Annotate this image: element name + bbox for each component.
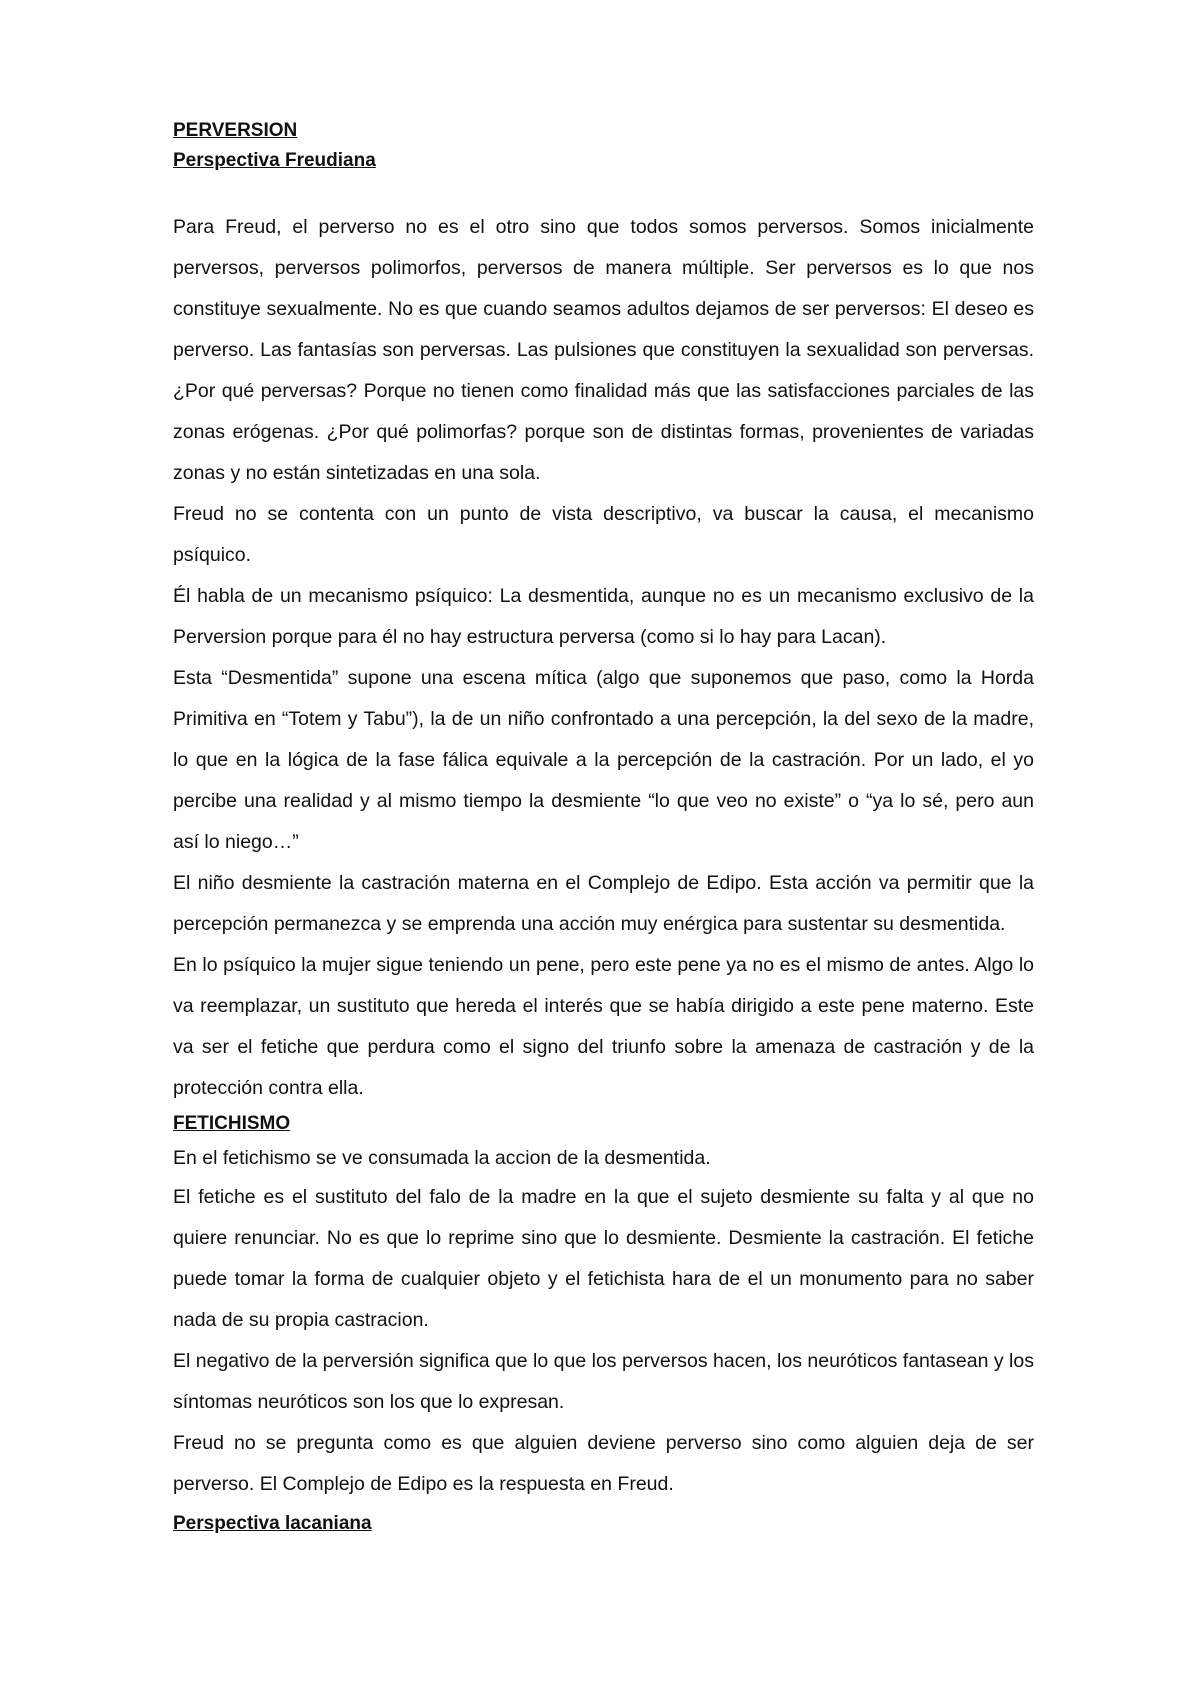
blank-line <box>173 176 1034 207</box>
paragraph: El fetiche es el sustituto del falo de la madre en la que el sujeto desmiente su falta y al que no quiere renunciar. No es que lo reprime sino que lo desmiente. Desmiente la castración. El fetiche puede tomar la forma de cualquier objeto y el fetichista hara de el un monumento para no saber nada de su propia castracion. <box>173 1186 1034 1331</box>
paragraph: Esta “Desmentida” supone una escena mítica (algo que suponemos que paso, como la Horda Primitiva en “Totem y Tabu”), la de un niño confrontado a una percepción, la del sexo de la madre, lo que en la lógica de la fase fálica equivale a la percepción de la castración. Por un lado, el yo percibe una realidad y al mismo tiempo la desmiente “lo que veo no existe” o “ya lo sé, pero aun así lo niego…” <box>173 667 1034 853</box>
paragraph: Para Freud, el perverso no es el otro sino que todos somos perversos. Somos inicialmente perversos, perversos polimorfos, perversos de manera múltiple. Ser perversos es lo que nos constituye sexualmente. No es que cuando seamos adultos dejamos de ser perversos: El deseo es perverso. Las fantasías son perversas. Las pulsiones que constituyen la sexualidad son perversas. ¿Por qué perversas? Porque no tienen como finalidad más que las satisfacciones parciales de las zonas erógenas. ¿Por qué polimorfas? porque son de distintas formas, provenientes de variadas zonas y no están sintetizadas en una sola. <box>173 216 1034 484</box>
section-heading-lacaniana: Perspectiva lacaniana <box>173 1513 372 1534</box>
paragraph: Freud no se contenta con un punto de vista descriptivo, va buscar la causa, el mecanismo psíquico. <box>173 503 1034 566</box>
section-heading-fetichismo: FETICHISMO <box>173 1113 291 1134</box>
paragraph: El niño desmiente la castración materna en el Complejo de Edipo. Esta acción va permitir que la percepción permanezca y se emprenda una acción muy enérgica para sustentar su desmentida. <box>173 872 1034 935</box>
paragraph: En el fetichismo se ve consumada la accion de la desmentida. <box>173 1147 711 1169</box>
section-heading-freudiana: Perspectiva Freudiana <box>173 150 376 171</box>
paragraph: El negativo de la perversión significa que lo que los perversos hacen, los neuróticos fantasean y los síntomas neuróticos son los que lo expresan. <box>173 1350 1034 1413</box>
document-title: PERVERSION <box>173 120 298 141</box>
document-body <box>173 116 1034 1539</box>
paragraph: En lo psíquico la mujer sigue teniendo un pene, pero este pene ya no es el mismo de antes. Algo lo va reemplazar, un sustituto que hereda el interés que se había dirigido a este pene materno. Este va ser el fetiche que perdura como el signo del triunfo sobre la amenaza de castración y de la protección contra ella. <box>173 954 1034 1099</box>
paragraph: Él habla de un mecanismo psíquico: La desmentida, aunque no es un mecanismo exclusivo de la Perversion porque para él no hay estructura perversa (como si lo hay para Lacan). <box>173 585 1034 648</box>
paragraph: Freud no se pregunta como es que alguien deviene perverso sino como alguien deja de ser perverso. El Complejo de Edipo es la respuesta en Freud. <box>173 1432 1034 1495</box>
